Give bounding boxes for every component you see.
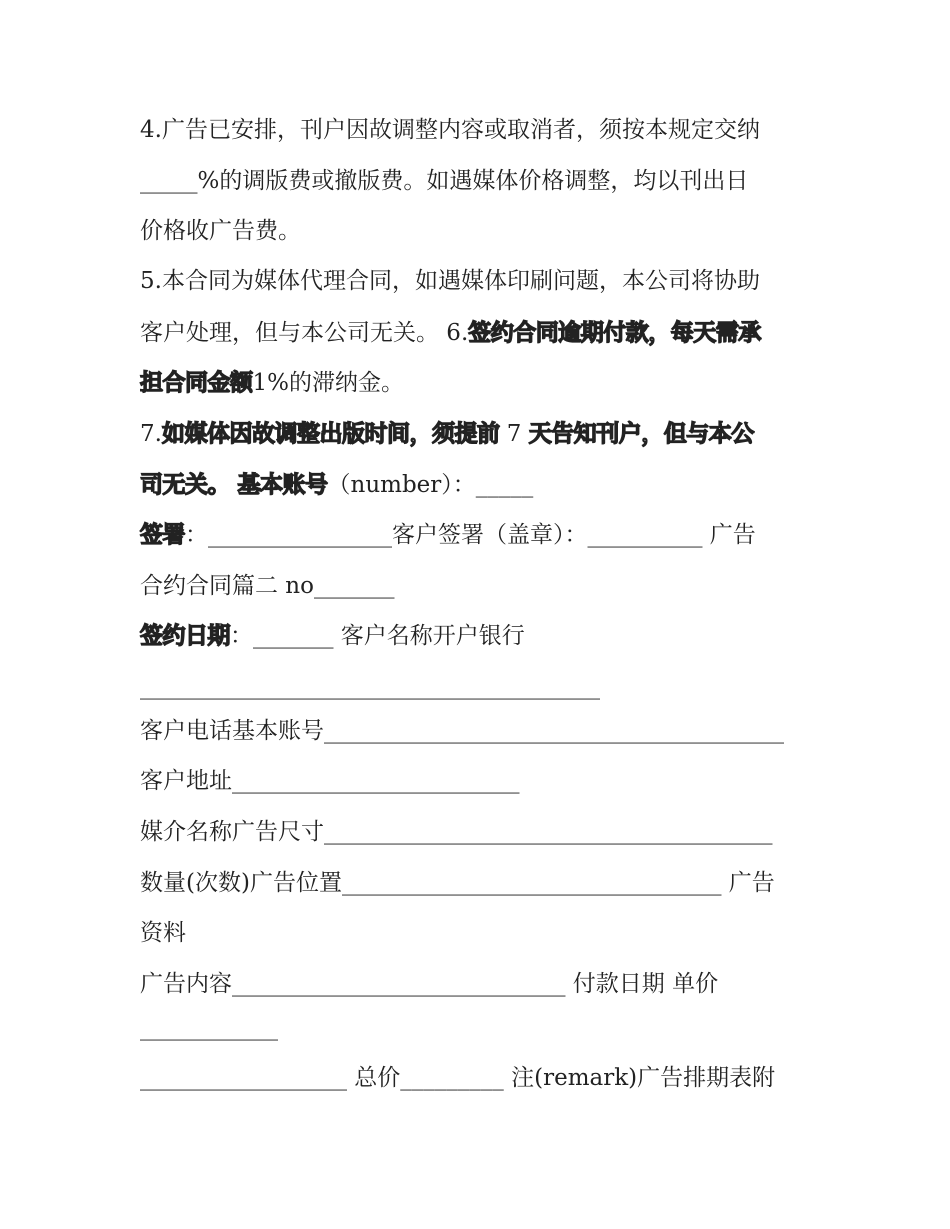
ad-content-line: 广告内容_____________________________ 付款日期 单价	[140, 971, 719, 997]
unit-price-blank-line: ____________	[140, 1015, 278, 1041]
media-size-line: 媒介名称广告尺寸_______________________________________	[140, 819, 773, 845]
sign-date-outlined-label: 签约日期	[140, 623, 230, 649]
clause-5-text: 客户处理，但与本公司无关。 6.	[140, 320, 469, 346]
clause-4-line-2: _____%的调版费或撤版费。如遇媒体价格调整，均以刊出日	[140, 168, 749, 194]
clause-7-outlined-text: 如媒体因故调整出版时间，须提前	[161, 421, 500, 447]
clause-6-text: 1%的滞纳金。	[252, 370, 404, 396]
clause-5-line-1: 5.本合同为媒体代理合同，如遇媒体印刷问题，本公司将协助	[140, 268, 760, 294]
contract-title-line: 合约合同篇二 no_______	[140, 573, 395, 599]
sign-date-line	[140, 621, 525, 651]
total-remark-line: __________________ 总价_________ 注(remark)广告排期表附	[140, 1065, 776, 1091]
signature-line	[140, 520, 756, 550]
customer-phone-line: 客户电话基本账号________________________________________	[140, 718, 784, 744]
clause-7-outlined-text-2: 天告知刊户，但与本公	[528, 421, 754, 447]
clause-4-line-1: 4.广告已安排，刊户因故调整内容或取消者，须按本规定交纳	[140, 117, 760, 143]
clause-6-outlined-text-2: 担合同金额	[140, 370, 253, 396]
clause-6-outlined-text: 签约合同逾期付款，每天需承	[468, 320, 761, 346]
clause-7-days: 7	[499, 421, 529, 447]
signature-outlined-label: 签署	[140, 522, 185, 548]
clause-6-line-2	[140, 368, 404, 398]
customer-address-line: 客户地址_________________________	[140, 768, 520, 794]
clause-7-number: 7.	[140, 421, 162, 447]
account-outlined-label: 司无关。 基本账号	[140, 472, 328, 498]
clause-5-line-2	[140, 318, 761, 348]
clause-7-line-2	[140, 470, 533, 500]
materials-line: 资料	[140, 920, 186, 946]
quantity-position-line: 数量(次数)广告位置_________________________________ 广告	[140, 870, 775, 896]
account-number-text: （number）：_____	[327, 472, 534, 498]
sign-date-fields: ：_______ 客户名称开户银行	[230, 623, 525, 649]
bank-blank-line: ________________________________________	[140, 674, 600, 700]
clause-7-line-1	[140, 419, 754, 449]
signature-fields: ：________________客户签署（盖章）：__________ 广告	[185, 522, 756, 548]
clause-4-line-3: 价格收广告费。	[140, 218, 301, 244]
